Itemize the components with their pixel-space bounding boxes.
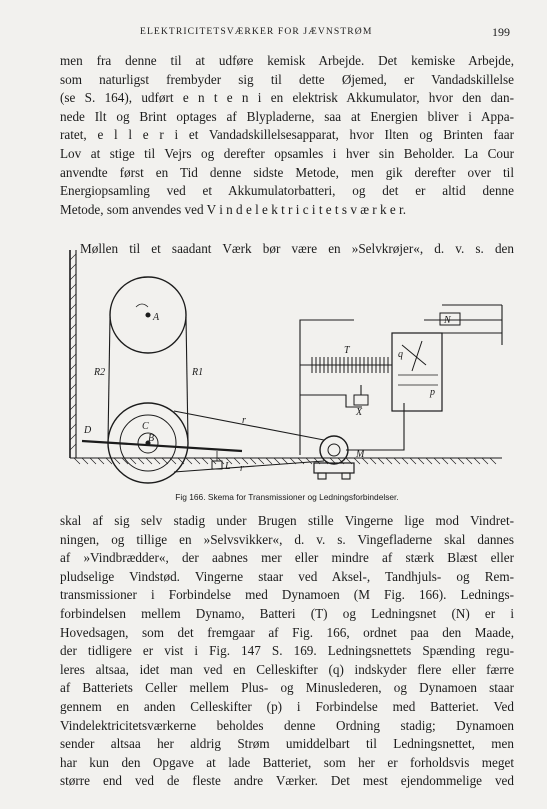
text-line: sender altsaa her aldrig Strøm umiddelbart til Ledningsnettet, men xyxy=(60,736,514,752)
text-line: af Batteriets Celler mellem Plus- og Minuslederen, og Dynamoen staar xyxy=(60,680,514,696)
label-b: B xyxy=(148,433,155,444)
text-line: gennem en anden Celleskifter (p) i Forbindelse med Batteriet. Ved xyxy=(60,698,514,714)
label-x: X xyxy=(356,407,363,418)
transmission-diagram xyxy=(62,245,514,495)
paragraph-3 xyxy=(60,512,514,791)
label-r2: R2 xyxy=(94,367,106,378)
label-r1: R1 xyxy=(192,367,204,378)
paragraph-1 xyxy=(60,52,514,219)
text-line: ratet, e l l e r i et Vandadskillelsesapparat, hvor Ilten og Brinten faar xyxy=(60,127,514,143)
lever-d xyxy=(82,441,242,451)
label-r-upper: r xyxy=(242,415,246,426)
text-line: som naturligst frembyder sig til dette Øjemed, er Vandadskillelse xyxy=(60,71,514,87)
network-n xyxy=(424,305,502,345)
text-line: Lov at stige til Vejrs og derefter opsamles i hver sin Beholder. La Cour xyxy=(60,145,514,161)
label-p: p xyxy=(430,387,435,398)
text-line: ningen, og tillige en »Selvsvikker«, d. v. s. Vingefladerne skal dannes xyxy=(60,531,514,547)
label-t: T xyxy=(344,345,350,356)
text-line: Metode, som anvendes ved V i n d e l e k t r i c i t e t s v æ r k e r. xyxy=(60,201,406,217)
label-a: A xyxy=(153,312,160,323)
text-line: anvendte først en Tid denne sidste Metode, men gik derefter over til xyxy=(60,164,514,180)
text-line: men fra denne til at udføre kemisk Arbejde. Det kemiske Arbejde, xyxy=(60,53,514,68)
text-line: nede Ilt og Brint optages af Blypladerne, saa at Energien bliver i Appa- xyxy=(60,108,514,124)
running-head xyxy=(60,26,510,40)
text-line: af »Vindbrædder«, der aabnes mer eller mindre af stærk Blæst eller xyxy=(60,550,514,566)
page-number: 199 xyxy=(492,25,510,39)
upper-pulley xyxy=(110,277,186,353)
belt-r1 xyxy=(186,317,188,441)
wiring xyxy=(300,320,404,455)
running-title: ELEKTRICITETSVÆRKER FOR JÆVNSTRØM xyxy=(140,26,373,37)
text-line: (se S. 164), udført e n t e n i en elektrisk Akkumulator, hvor den dan- xyxy=(60,90,514,106)
text-line: Vindelektricitetsværkerne beholdes denne Ordning stadig; Dynamoen xyxy=(60,717,514,733)
text-line: pludselige Vindstød. Vingerne staar ved Aksel-, Tandhjuls- og Rem- xyxy=(60,568,514,584)
label-m: M xyxy=(356,449,365,460)
switch-x xyxy=(354,385,368,405)
text-line: Energiopsamling ved et Akkumulatorbatteri, og det er altid denne xyxy=(60,183,514,199)
text-line: skal af sig selv stadig under Brugen stille Vingerne lige mod Vindret- xyxy=(60,513,514,528)
figure-166 xyxy=(62,245,514,495)
text-line: Møllen til et saadant Værk bør være en »Selvkrøjer«, d. v. s. den xyxy=(80,241,514,256)
mill-wall xyxy=(70,250,76,458)
label-r-lower: r xyxy=(240,463,244,474)
weight-l xyxy=(212,461,222,469)
belt-r2 xyxy=(108,317,110,441)
label-q: q xyxy=(398,349,403,360)
text-line: forbindelsen mellem Dynamo, Batteri (T) og Ledningsnet (N) er i xyxy=(60,605,514,621)
figure-caption: Fig 166. Skema for Transmissioner og Ledningsforbindelser. xyxy=(175,492,399,502)
text-line: Hovedsagen, som det fremgaar af Fig. 166, ordnet paa den Maade, xyxy=(60,624,514,640)
text-line: leres altsaa, idet man ved en Celleskifter (q) indskyder flere eller færre xyxy=(60,661,514,677)
label-l: L xyxy=(225,461,231,472)
text-line: der tidligere er vist i Fig. 147 S. 169. Ledningsnettets Spænding regu- xyxy=(60,643,514,659)
label-c: C xyxy=(142,421,149,432)
cell-switch-box xyxy=(392,333,442,411)
label-d: D xyxy=(84,425,92,436)
text-line: større end ved de fleste andre Værker. Det mest ejendommelige ved xyxy=(60,773,514,789)
belt-r-lower xyxy=(174,461,324,472)
belt-r-upper xyxy=(174,411,324,440)
ground-hatching xyxy=(74,458,496,464)
text-line: transmissioner i Forbindelse med Dynamoen (M Fig. 166). Lednings- xyxy=(60,587,514,603)
text-line: har kun den Opgave at lade Batteriet, som her er forholdsvis meget xyxy=(60,754,514,770)
label-n: N xyxy=(444,315,451,326)
